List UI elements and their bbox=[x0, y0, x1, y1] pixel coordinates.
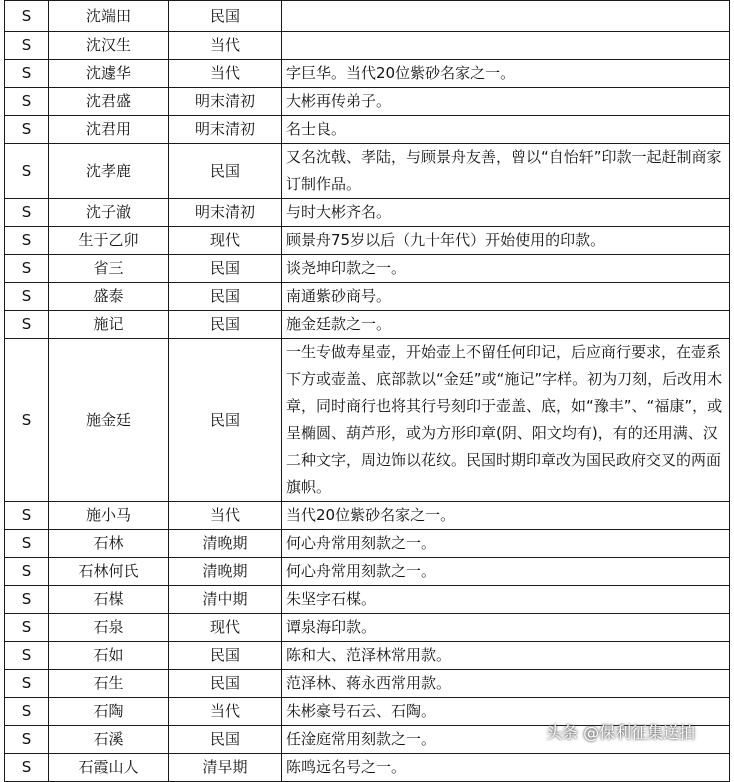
table-row bbox=[5, 88, 730, 116]
name-cell: 沈孝鹿 bbox=[49, 144, 169, 199]
era-cell: 民国 bbox=[169, 726, 282, 754]
letter-cell: S bbox=[5, 558, 49, 586]
name-cell: 石溪 bbox=[49, 726, 169, 754]
letter-cell: S bbox=[5, 754, 49, 782]
era-cell: 清晚期 bbox=[169, 530, 282, 558]
letter-cell: S bbox=[5, 227, 49, 255]
era-cell: 民国 bbox=[169, 670, 282, 698]
table-row bbox=[5, 586, 730, 614]
name-cell: 石林 bbox=[49, 530, 169, 558]
letter-cell: S bbox=[5, 116, 49, 144]
desc-cell bbox=[282, 32, 730, 60]
name-cell: 盛泰 bbox=[49, 283, 169, 311]
desc-cell bbox=[282, 1, 730, 32]
era-cell: 现代 bbox=[169, 227, 282, 255]
letter-cell: S bbox=[5, 586, 49, 614]
name-cell: 石陶 bbox=[49, 698, 169, 726]
name-cell: 沈君用 bbox=[49, 116, 169, 144]
table-row bbox=[5, 502, 730, 530]
table-row bbox=[5, 558, 730, 586]
letter-cell: S bbox=[5, 60, 49, 88]
desc-cell: 谭泉海印款。 bbox=[282, 614, 730, 642]
desc-cell: 施金廷款之一。 bbox=[282, 311, 730, 339]
desc-cell: 谈尧坤印款之一。 bbox=[282, 255, 730, 283]
desc-cell: 当代20位紫砂名家之一。 bbox=[282, 502, 730, 530]
era-cell: 民国 bbox=[169, 1, 282, 32]
table-row bbox=[5, 32, 730, 60]
letter-cell: S bbox=[5, 726, 49, 754]
desc-cell: 陈鸣远名号之一。 bbox=[282, 754, 730, 782]
table-row bbox=[5, 642, 730, 670]
letter-cell: S bbox=[5, 144, 49, 199]
name-cell: 沈端田 bbox=[49, 1, 169, 32]
era-cell: 民国 bbox=[169, 255, 282, 283]
desc-cell: 陈和大、范泽林常用款。 bbox=[282, 642, 730, 670]
letter-cell: S bbox=[5, 311, 49, 339]
name-cell: 施金廷 bbox=[49, 339, 169, 502]
table-row bbox=[5, 339, 730, 502]
letter-cell: S bbox=[5, 255, 49, 283]
name-cell: 省三 bbox=[49, 255, 169, 283]
era-cell: 民国 bbox=[169, 642, 282, 670]
table-row bbox=[5, 670, 730, 698]
desc-cell: 何心舟常用刻款之一。 bbox=[282, 530, 730, 558]
name-cell: 施小马 bbox=[49, 502, 169, 530]
era-cell: 民国 bbox=[169, 311, 282, 339]
table-row bbox=[5, 530, 730, 558]
name-cell: 沈子澈 bbox=[49, 199, 169, 227]
name-cell: 石生 bbox=[49, 670, 169, 698]
era-cell: 民国 bbox=[169, 339, 282, 502]
desc-cell: 范泽林、蒋永西常用款。 bbox=[282, 670, 730, 698]
name-cell: 石楳 bbox=[49, 586, 169, 614]
letter-cell: S bbox=[5, 32, 49, 60]
desc-cell: 大彬再传弟子。 bbox=[282, 88, 730, 116]
name-cell: 沈遽华 bbox=[49, 60, 169, 88]
name-cell: 生于乙卯 bbox=[49, 227, 169, 255]
letter-cell: S bbox=[5, 530, 49, 558]
era-cell: 明末清初 bbox=[169, 116, 282, 144]
letter-cell: S bbox=[5, 642, 49, 670]
name-cell: 沈君盛 bbox=[49, 88, 169, 116]
letter-cell: S bbox=[5, 502, 49, 530]
letter-cell: S bbox=[5, 1, 49, 32]
table-row bbox=[5, 227, 730, 255]
letter-cell: S bbox=[5, 614, 49, 642]
name-cell: 石林何氏 bbox=[49, 558, 169, 586]
name-cell: 石如 bbox=[49, 642, 169, 670]
table-row bbox=[5, 614, 730, 642]
era-cell: 民国 bbox=[169, 144, 282, 199]
era-cell: 清中期 bbox=[169, 586, 282, 614]
name-cell: 石泉 bbox=[49, 614, 169, 642]
desc-cell: 字巨华。当代20位紫砂名家之一。 bbox=[282, 60, 730, 88]
era-cell: 明末清初 bbox=[169, 88, 282, 116]
era-cell: 当代 bbox=[169, 502, 282, 530]
era-cell: 当代 bbox=[169, 698, 282, 726]
desc-cell: 南通紫砂商号。 bbox=[282, 283, 730, 311]
letter-cell: S bbox=[5, 339, 49, 502]
name-cell: 施记 bbox=[49, 311, 169, 339]
name-cell: 沈汉生 bbox=[49, 32, 169, 60]
desc-cell: 又名沈戟、孝陆，与顾景舟友善，曾以“自怡轩”印款一起赶制商家订制作品。 bbox=[282, 144, 730, 199]
table-row bbox=[5, 116, 730, 144]
table-row bbox=[5, 283, 730, 311]
marks-table bbox=[4, 0, 730, 782]
name-cell: 石霞山人 bbox=[49, 754, 169, 782]
table-row bbox=[5, 255, 730, 283]
era-cell: 现代 bbox=[169, 614, 282, 642]
table-row bbox=[5, 60, 730, 88]
letter-cell: S bbox=[5, 283, 49, 311]
era-cell: 民国 bbox=[169, 283, 282, 311]
table-row bbox=[5, 144, 730, 199]
era-cell: 当代 bbox=[169, 32, 282, 60]
table-body bbox=[5, 1, 730, 782]
watermark-text: 头条 @保利征集送拍 bbox=[546, 723, 696, 742]
table-row bbox=[5, 199, 730, 227]
era-cell: 清晚期 bbox=[169, 558, 282, 586]
desc-cell: 名士良。 bbox=[282, 116, 730, 144]
desc-cell: 顾景舟75岁以后（九十年代）开始使用的印款。 bbox=[282, 227, 730, 255]
era-cell: 当代 bbox=[169, 60, 282, 88]
desc-cell: 任淦庭常用刻款之一。 bbox=[282, 726, 730, 754]
desc-cell: 一生专做寿星壶，开始壶上不留任何印记，后应商行要求，在壶系下方或壶盖、底部款以“金廷”或“施记”字样。初为刀刻，后改用木章，同时商行也将其行号刻印于壶盖、底，如“豫丰”、“福康”，或呈椭圆、葫芦形，或为方形印章(阴、阳文均有)，有的还用满、汉二种文字，周边饰以花纹。民国时期印章改为国民政府交叉的两面旗帜。 bbox=[282, 339, 730, 502]
era-cell: 明末清初 bbox=[169, 199, 282, 227]
letter-cell: S bbox=[5, 88, 49, 116]
letter-cell: S bbox=[5, 199, 49, 227]
desc-cell: 朱彬豪号石云、石陶。 bbox=[282, 698, 730, 726]
desc-cell: 与时大彬齐名。 bbox=[282, 199, 730, 227]
desc-cell: 何心舟常用刻款之一。 bbox=[282, 558, 730, 586]
desc-cell: 朱坚字石楳。 bbox=[282, 586, 730, 614]
letter-cell: S bbox=[5, 698, 49, 726]
era-cell: 清早期 bbox=[169, 754, 282, 782]
letter-cell: S bbox=[5, 670, 49, 698]
table-row bbox=[5, 311, 730, 339]
table-row bbox=[5, 1, 730, 32]
